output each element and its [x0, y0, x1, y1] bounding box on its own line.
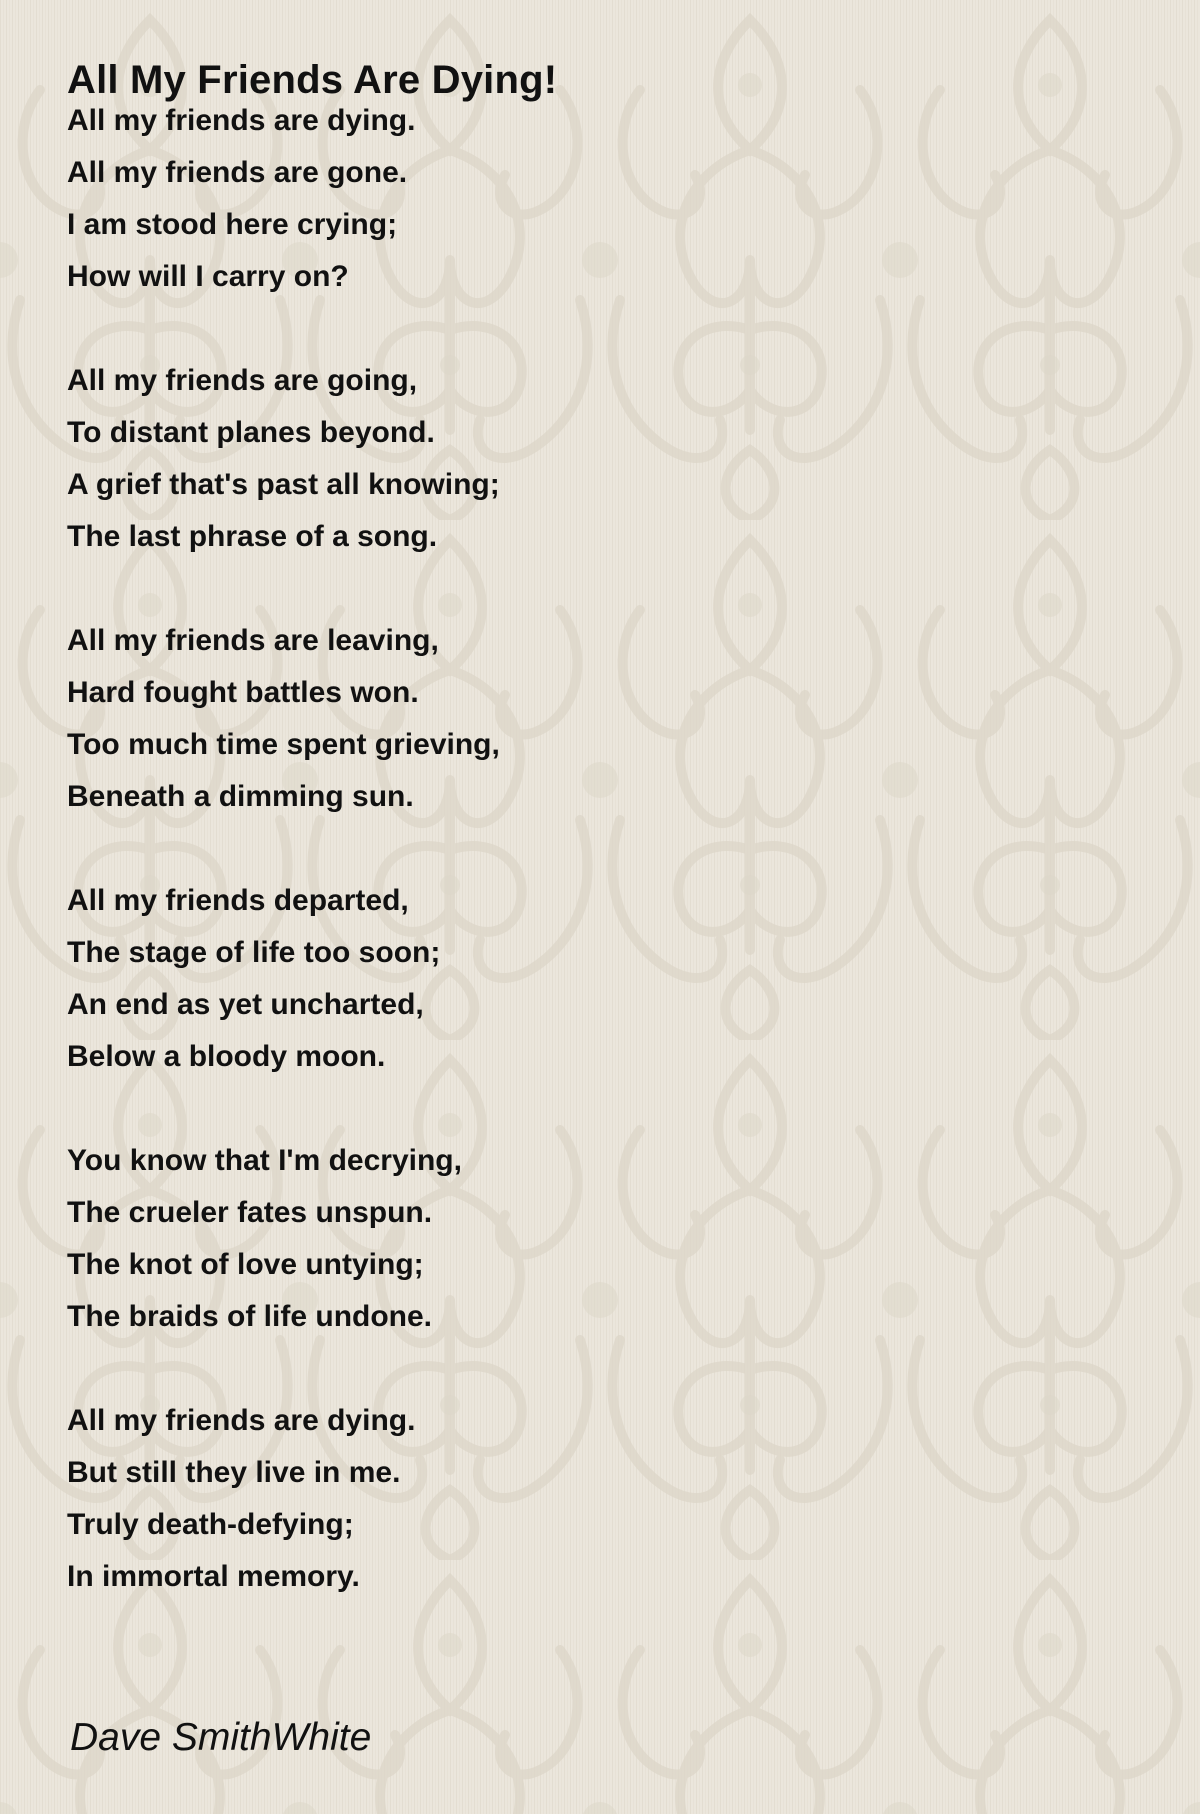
poem-line: But still they live in me. [67, 1456, 401, 1489]
poem-line: All my friends are going, [67, 364, 418, 397]
poem-line: The knot of love untying; [67, 1248, 424, 1281]
poem-line: All my friends are gone. [67, 156, 408, 189]
poem-line: In immortal memory. [67, 1560, 360, 1593]
stanza-1 [67, 95, 967, 303]
poem-author: Dave SmithWhite [70, 1716, 372, 1759]
poem-title: All My Friends Are Dying! [67, 58, 558, 102]
poem-line: I am stood here crying; [67, 208, 398, 241]
poem-line: An end as yet uncharted, [67, 988, 424, 1021]
poem-line: Too much time spent grieving, [67, 728, 500, 761]
poem-line: The stage of life too soon; [67, 936, 441, 969]
poem-body [67, 95, 967, 1603]
poem-line: The crueler fates unspun. [67, 1196, 433, 1229]
poem-line: Below a bloody moon. [67, 1040, 386, 1073]
poem-line: Truly death-defying; [67, 1508, 354, 1541]
poem-line: The last phrase of a song. [67, 520, 438, 553]
poem-line: Beneath a dimming sun. [67, 780, 414, 813]
poem-line: A grief that's past all knowing; [67, 468, 500, 501]
stanza-6 [67, 1395, 967, 1603]
stanza-3 [67, 615, 967, 823]
poem-line: All my friends departed, [67, 884, 409, 917]
poem-line: All my friends are dying. [67, 104, 416, 137]
poem-line: All my friends are dying. [67, 1404, 416, 1437]
poem-line: Hard fought battles won. [67, 676, 419, 709]
poem-line: To distant planes beyond. [67, 416, 435, 449]
stanza-2 [67, 355, 967, 563]
poem-line: You know that I'm decrying, [67, 1144, 462, 1177]
stanza-4 [67, 875, 967, 1083]
poem-page [67, 0, 1147, 1759]
poem-line: How will I carry on? [67, 260, 349, 293]
stanza-5 [67, 1135, 967, 1343]
poem-line: All my friends are leaving, [67, 624, 439, 657]
poem-line: The braids of life undone. [67, 1300, 433, 1333]
